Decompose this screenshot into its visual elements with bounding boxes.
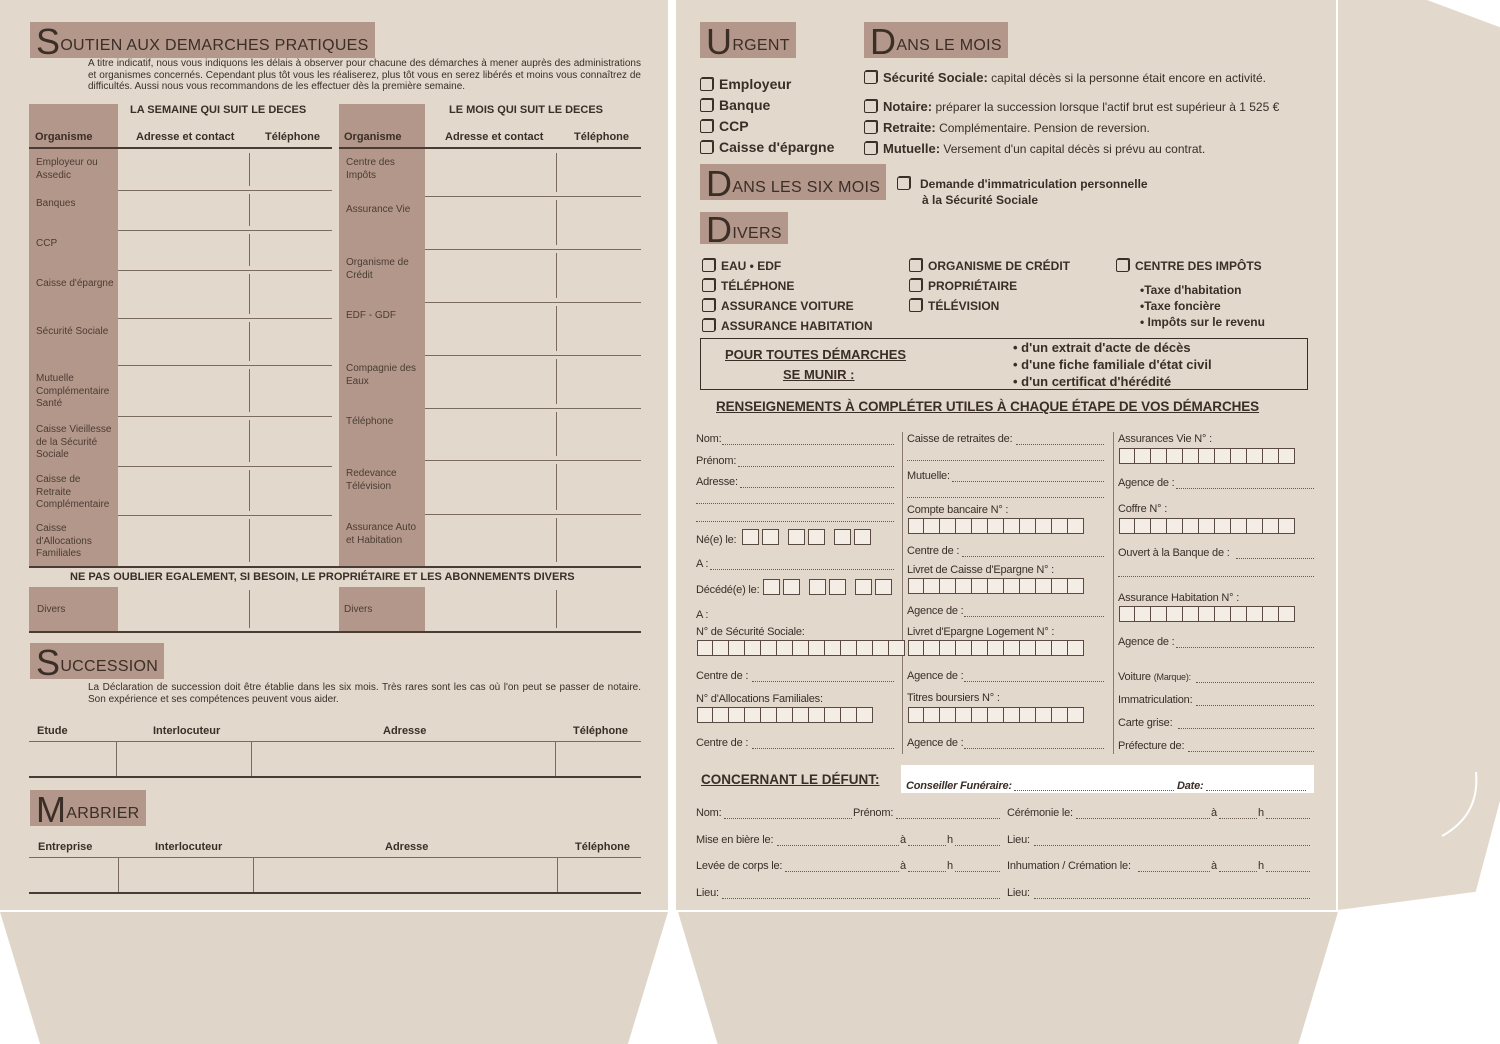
label-nom: Nom: — [696, 433, 722, 445]
field-coffre-boxes[interactable] — [1119, 518, 1295, 534]
soutien-title: SOUTIEN AUX DEMARCHES PRATIQUES — [30, 22, 375, 58]
checkbox-icon — [909, 279, 922, 292]
month-col-org: Organisme — [344, 131, 402, 143]
field-inhumation[interactable] — [1138, 871, 1210, 872]
checkbox-icon — [864, 121, 877, 134]
field-compte-boxes[interactable] — [908, 518, 1084, 534]
field-centre[interactable] — [962, 556, 1104, 557]
field-prenom[interactable] — [738, 466, 894, 467]
divers-credit[interactable]: ORGANISME DE CRÉDIT — [909, 259, 1070, 273]
soutien-intro: A titre indicatif, nous vous indiquons les délais à observer pour chacune des démarches à mener auprès des administrations et organismes concernés. Cependant plus tôt vous les réaliserez, plus tôt vous en serez libérés et moins vous connaîtrez de difficultés. Aussi nous vous recommandons de les effectuer dès la première semaine. — [88, 58, 641, 92]
field-biere[interactable] — [777, 845, 899, 846]
label-assurance-vie: Assurances Vie N° : — [1118, 433, 1212, 445]
urgent-title: URGENT — [700, 22, 796, 58]
label-inhumation-h: h — [1258, 860, 1264, 872]
label-ouvert: Ouvert à la Banque de : — [1118, 547, 1230, 559]
label-biere: Mise en bière le: — [696, 834, 774, 846]
org-cell: CCP — [36, 238, 58, 249]
label-a1: A : — [696, 558, 709, 570]
label-ne: Né(e) le: — [696, 534, 737, 546]
divers-assurance-habitation[interactable]: ASSURANCE HABITATION — [702, 319, 873, 333]
mois-item-notaire[interactable]: Notaire: préparer la succession lorsque l'actif brut est supérieur à 1 525 € — [864, 99, 1279, 114]
munir-item-acte: • d'un extrait d'acte de décès — [1013, 340, 1191, 355]
divers-telephone[interactable]: TÉLÉPHONE — [702, 279, 794, 293]
marbrier-col-interlocuteur: Interlocuteur — [155, 841, 223, 853]
label-carte: Carte grise: — [1118, 717, 1173, 729]
label-lieu1: Lieu: — [1007, 834, 1030, 846]
label-prenom: Prénom: — [696, 455, 737, 467]
label-centre2: Centre de : — [696, 737, 749, 749]
marbrier-col-adresse: Adresse — [385, 841, 429, 853]
marbrier-title: MARBRIER — [30, 790, 146, 826]
org-cell: Banques — [36, 198, 76, 209]
org-cell: Caisse de Retraite Complémentaire — [36, 474, 110, 510]
label-compte: Compte bancaire N° : — [907, 504, 1009, 516]
mois-item-secu[interactable]: Sécurité Sociale: capital décès si la personne était encore en activité. — [864, 70, 1266, 85]
six-title: DANS LES SIX MOIS — [700, 164, 886, 200]
field-conseiller[interactable] — [1014, 790, 1174, 791]
field-levee[interactable] — [785, 871, 899, 872]
org-cell: Caisse d'Allocations Familiales — [36, 523, 92, 559]
label-levee: Levée de corps le: — [696, 860, 783, 872]
label-livret-logement: Livret d'Epargne Logement N° : — [907, 626, 1055, 638]
flap-slot-curve — [1440, 770, 1480, 840]
label-a2: A : — [696, 609, 709, 621]
label-livret: Livret de Caisse d'Epargne N° : — [907, 564, 1055, 576]
impots-revenu: • Impôts sur le revenu — [1140, 315, 1265, 329]
field-ne-boxes[interactable] — [742, 529, 759, 545]
field-secu-boxes[interactable] — [697, 640, 905, 656]
munir-frame — [700, 338, 1308, 390]
field-alloc-boxes[interactable] — [697, 707, 873, 723]
checkbox-icon — [909, 299, 922, 312]
field-titres-boxes[interactable] — [908, 707, 1084, 723]
field-prefecture[interactable] — [1188, 751, 1314, 752]
field-habitation-boxes[interactable] — [1119, 606, 1295, 622]
field-mutuelle-2[interactable] — [907, 497, 1104, 498]
label-habitation: Assurance Habitation N° : — [1118, 592, 1240, 604]
field-livret-boxes[interactable] — [908, 578, 1084, 594]
urgent-item-employeur[interactable]: Employeur — [700, 76, 791, 92]
field-immat[interactable] — [1196, 705, 1314, 706]
month-col-addr: Adresse et contact — [445, 131, 544, 143]
field-agence-hab[interactable] — [1176, 647, 1314, 648]
divers-left: Divers — [37, 604, 66, 615]
field-caisse-retraite[interactable] — [1016, 444, 1104, 445]
marbrier-col-telephone: Téléphone — [575, 841, 631, 853]
field-carte[interactable] — [1178, 728, 1314, 729]
label-prefecture: Préfecture de: — [1118, 740, 1185, 752]
label-biere-h: h — [947, 834, 953, 846]
label-agence1: Agence de : — [907, 605, 964, 617]
label-levee-a: à — [900, 860, 906, 872]
label-agence3: Agence de : — [907, 737, 964, 749]
label-decede: Décédé(e) le: — [696, 584, 760, 596]
week-col-org: Organisme — [35, 131, 93, 143]
org-cell: Caisse d'épargne — [36, 278, 114, 289]
munir-item-fiche: • d'une fiche familiale d'état civil — [1013, 357, 1212, 372]
divers-impots[interactable]: CENTRE DES IMPÔTS — [1116, 259, 1262, 273]
field-agence2[interactable] — [964, 681, 1104, 682]
label-inhumation-a: à — [1211, 860, 1217, 872]
label-agence2: Agence de : — [907, 670, 964, 682]
label-secu: N° de Sécurité Sociale: — [696, 626, 805, 638]
label-biere-a: à — [900, 834, 906, 846]
mois-item-retraite[interactable]: Retraite: Complémentaire. Pension de reversion. — [864, 120, 1150, 135]
checkbox-icon — [700, 120, 713, 133]
label-agence-hab: Agence de : — [1118, 636, 1175, 648]
checkbox-icon — [700, 99, 713, 112]
marbrier-col-entreprise: Entreprise — [38, 841, 93, 853]
field-date[interactable] — [1206, 790, 1306, 791]
checkbox-icon — [700, 141, 713, 154]
label-adresse: Adresse: — [696, 476, 738, 488]
label-centre1: Centre de : — [696, 670, 749, 682]
month-col-tel: Téléphone — [574, 131, 630, 143]
month-title: LE MOIS QUI SUIT LE DECES — [449, 104, 604, 116]
succession-col-etude: Etude — [37, 725, 68, 737]
field-voiture[interactable] — [1196, 682, 1314, 683]
field-defunt-prenom[interactable] — [896, 818, 1000, 819]
field-decede-boxes[interactable] — [763, 579, 780, 595]
org-cell: Compagnie des Eaux — [346, 363, 417, 387]
label-lieu3: Lieu: — [1007, 887, 1030, 899]
field-nom[interactable] — [722, 444, 894, 445]
munir-line1: POUR TOUTES DÉMARCHES — [725, 347, 907, 362]
label-inhumation: Inhumation / Crémation le: — [1007, 860, 1131, 872]
mois-item-mutuelle[interactable]: Mutuelle: Versement d'un capital décès si prévu au contrat. — [864, 141, 1205, 156]
renseignements-title: RENSEIGNEMENTS À COMPLÉTER UTILES À CHAQUE ÉTAPE DE VOS DÉMARCHES — [716, 399, 1260, 414]
label-ceremonie-h: h — [1258, 807, 1264, 819]
org-cell: EDF - GDF — [346, 310, 396, 321]
checkbox-icon — [702, 319, 715, 332]
field-centre1[interactable] — [752, 681, 894, 682]
field-livret-logement-boxes[interactable] — [908, 640, 1084, 656]
label-defunt-nom: Nom: — [696, 807, 722, 819]
urgent-item-ccp[interactable]: CCP — [700, 118, 749, 134]
org-cell: Employeur ou Assedic — [36, 157, 98, 181]
label-mutuelle: Mutuelle: — [907, 470, 950, 482]
field-ouvert[interactable] — [1236, 558, 1314, 559]
munir-line2: SE MUNIR : — [783, 367, 855, 382]
field-lieu3[interactable] — [1034, 898, 1310, 899]
checkbox-icon — [702, 299, 715, 312]
org-cell: Centre des Impôts — [346, 157, 395, 181]
label-ceremonie: Cérémonie le: — [1007, 807, 1073, 819]
reminder-text: NE PAS OUBLIER EGALEMENT, SI BESOIN, LE PROPRIÉTAIRE ET LES ABONNEMENTS DIVERS — [70, 571, 575, 583]
checkbox-icon — [864, 142, 877, 155]
field-caisse-retraite-2[interactable] — [907, 460, 1104, 461]
divers-assurance-voiture[interactable]: ASSURANCE VOITURE — [702, 299, 854, 313]
succession-text: La Déclaration de succession doit être établie dans les six mois. Très rares sont les cas où l'on peut se passer de notaire. Son expérience et ses compétences peuvent vous aider. — [88, 682, 641, 705]
checkbox-icon — [702, 259, 715, 272]
urgent-item-caisse[interactable]: Caisse d'épargne — [700, 139, 834, 155]
field-lieu1[interactable] — [1034, 845, 1310, 846]
org-cell: Caisse Vieillesse de la Sécurité Sociale — [36, 424, 112, 460]
succession-col-telephone: Téléphone — [573, 725, 629, 737]
field-agence-av[interactable] — [1176, 488, 1314, 489]
label-defunt-prenom: Prénom: — [853, 807, 894, 819]
label-ceremonie-a: à — [1211, 807, 1217, 819]
mois-title: DANS LE MOIS — [864, 22, 1008, 58]
field-lieu2[interactable] — [722, 898, 1000, 899]
divers-right: Divers — [344, 604, 373, 615]
org-cell: Mutuelle Complémentaire Santé — [36, 373, 110, 409]
succession-title: SUCCESSION — [30, 643, 164, 679]
succession-col-adresse: Adresse — [383, 725, 427, 737]
org-cell: Téléphone — [346, 416, 394, 427]
divers-eau[interactable]: EAU • EDF — [702, 259, 781, 273]
field-a1[interactable] — [710, 569, 894, 570]
checkbox-icon — [897, 177, 910, 190]
succession-col-interlocuteur: Interlocuteur — [153, 725, 221, 737]
field-centre2[interactable] — [752, 748, 894, 749]
divers-television[interactable]: TÉLÉVISION — [909, 299, 999, 313]
checkbox-icon — [864, 100, 877, 113]
label-titres: Titres boursiers N° : — [907, 692, 1000, 704]
field-adresse-2[interactable] — [696, 503, 894, 504]
org-cell: Assurance Auto et Habitation — [346, 522, 417, 546]
field-ceremonie[interactable] — [1076, 818, 1210, 819]
org-cell: Assurance Vie — [346, 204, 411, 215]
label-conseiller: Conseiller Funéraire: — [906, 780, 1012, 792]
label-levee-h: h — [947, 860, 953, 872]
week-title: LA SEMAINE QUI SUIT LE DECES — [130, 104, 307, 116]
field-agence1[interactable] — [964, 616, 1104, 617]
checkbox-icon — [909, 259, 922, 272]
label-voiture: Voiture (Marque): — [1118, 671, 1191, 683]
impots-taxe-fonciere: •Taxe foncière — [1140, 299, 1221, 313]
bottom-left-flap — [0, 912, 668, 1044]
munir-item-certificat: • d'un certificat d'hérédité — [1013, 374, 1172, 389]
bottom-right-flap — [678, 912, 1338, 1044]
label-centre: Centre de : — [907, 545, 960, 557]
label-agence-av: Agence de : — [1118, 477, 1175, 489]
week-col-addr: Adresse et contact — [136, 131, 235, 143]
urgent-item-banque[interactable]: Banque — [700, 97, 770, 113]
six-item-line2: à la Sécurité Sociale — [922, 193, 1039, 207]
week-col-tel: Téléphone — [265, 131, 321, 143]
checkbox-icon — [1116, 259, 1129, 272]
org-cell: Redevance Télévision — [346, 468, 397, 492]
label-immat: Immatriculation: — [1118, 694, 1193, 706]
field-adresse-3[interactable] — [696, 521, 894, 522]
label-lieu2: Lieu: — [696, 887, 719, 899]
label-caisse-retraite: Caisse de retraites de: — [907, 433, 1013, 445]
label-alloc: N° d'Allocations Familiales: — [696, 693, 823, 705]
impots-taxe-habitation: •Taxe d'habitation — [1140, 283, 1242, 297]
field-ouvert-2[interactable] — [1118, 576, 1314, 577]
label-date: Date: — [1177, 780, 1204, 792]
checkbox-icon — [864, 71, 877, 84]
field-adresse[interactable] — [740, 487, 894, 488]
divers-proprietaire[interactable]: PROPRIÉTAIRE — [909, 279, 1017, 293]
field-agence3[interactable] — [964, 748, 1104, 749]
label-coffre: Coffre N° : — [1118, 503, 1168, 515]
divers-title: DIVERS — [700, 212, 788, 244]
field-defunt-nom[interactable] — [724, 818, 852, 819]
checkbox-icon — [700, 78, 713, 91]
six-item[interactable]: Demande d'immatriculation personnelle — [897, 177, 1148, 191]
checkbox-icon — [702, 279, 715, 292]
defunt-title: CONCERNANT LE DÉFUNT: — [701, 772, 880, 787]
field-assurance-vie-boxes[interactable] — [1119, 448, 1295, 464]
field-mutuelle[interactable] — [952, 481, 1104, 482]
org-cell: Organisme de Crédit — [346, 257, 409, 281]
org-cell: Sécurité Sociale — [36, 326, 109, 337]
